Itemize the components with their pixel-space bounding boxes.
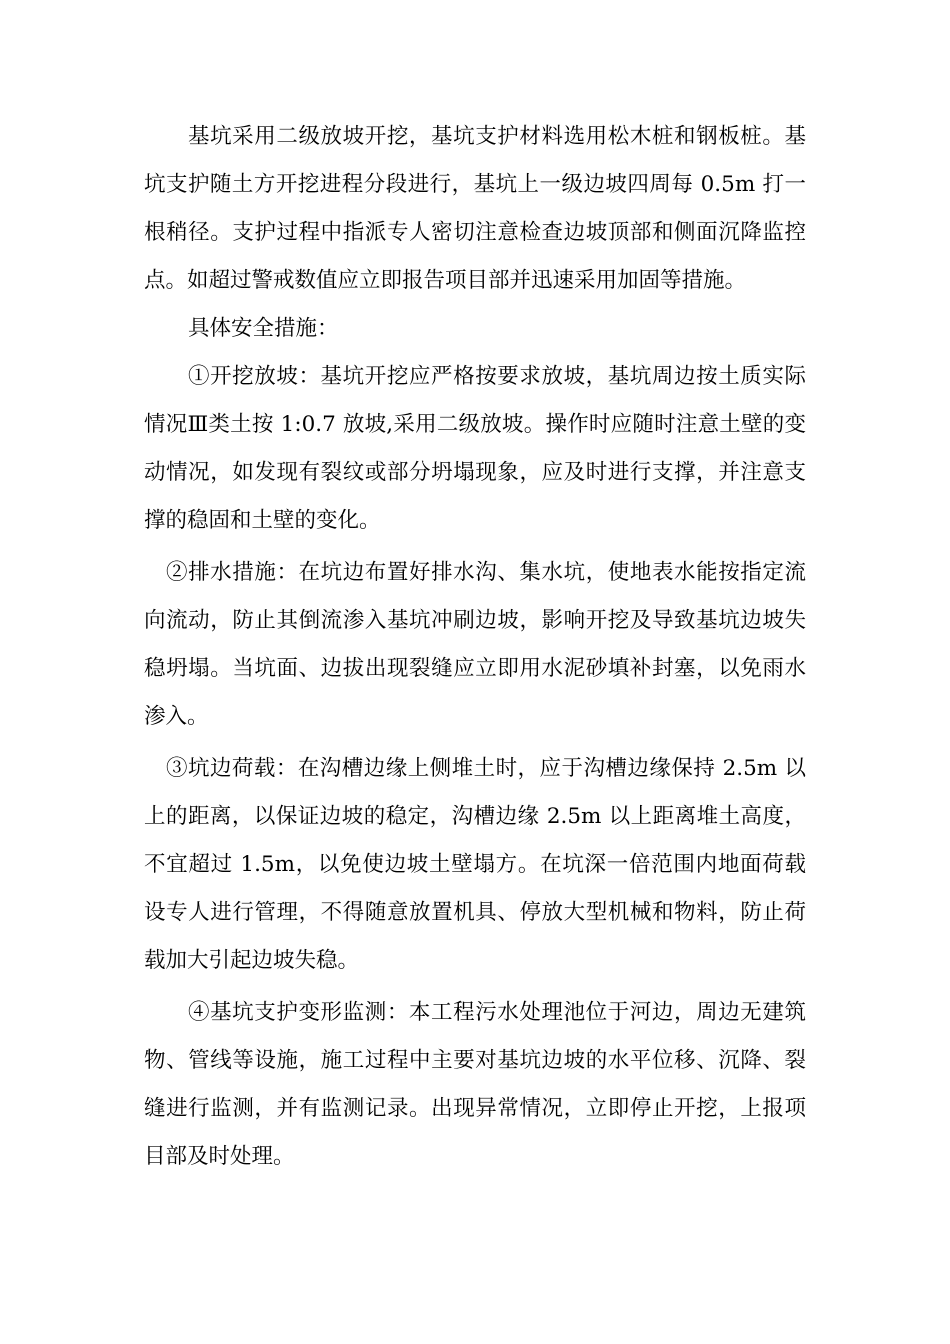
paragraph-safety-measures-heading: 具体安全措施： — [188, 316, 339, 341]
paragraph-edge-loading: ③坑边荷载：在沟槽边缘上侧堆土时，应于沟槽边缘保持 2.5m 以上的距离，以保证边坡的稳定，沟槽边缘 2.5m 以上距离堆土高度，不宜超过 1.5m，以免使边坡土壁塌方。在坑深一倍范围内地面荷载设专人进行管理，不得随意放置机具、停放大型机械和物料，防止荷载加大引起边坡失稳。 — [144, 756, 806, 973]
paragraph-deformation-monitoring: ④基坑支护变形监测：本工程污水处理池位于河边，周边无建筑物、管线等设施，施工过程中主要对基坑边坡的水平位移、沉降、裂缝进行监测，并有监测记录。出现异常情况，立即停止开挖，上报项目部及时处理。 — [144, 1000, 806, 1169]
paragraph-slope-excavation: ①开挖放坡：基坑开挖应严格按要求放坡，基坑周边按土质实际情况Ⅲ类土按 1:0.7 放坡,采用二级放坡。操作时应随时注意土壁的变动情况，如发现有裂纹或部分坍塌现象，应及时进行支撑，并注意支撑的稳固和土壁的变化。 — [144, 364, 806, 533]
document-body — [144, 113, 806, 1181]
paragraph-excavation-method: 基坑采用二级放坡开挖，基坑支护材料选用松木桩和钢板桩。基坑支护随土方开挖进程分段进行，基坑上一级边坡四周每 0.5m 打一根稍径。支护过程中指派专人密切注意检查边坡顶部和侧面沉降监控点。如超过警戒数值应立即报告项目部并迅速采用加固等措施。 — [144, 124, 806, 293]
paragraph-drainage-measures: ②排水措施：在坑边布置好排水沟、集水坑，使地表水能按指定流向流动，防止其倒流渗入基坑冲刷边坡，影响开挖及导致基坑边坡失稳坍塌。当坑面、边拔出现裂缝应立即用水泥砂填补封塞，以免雨水渗入。 — [144, 560, 806, 729]
